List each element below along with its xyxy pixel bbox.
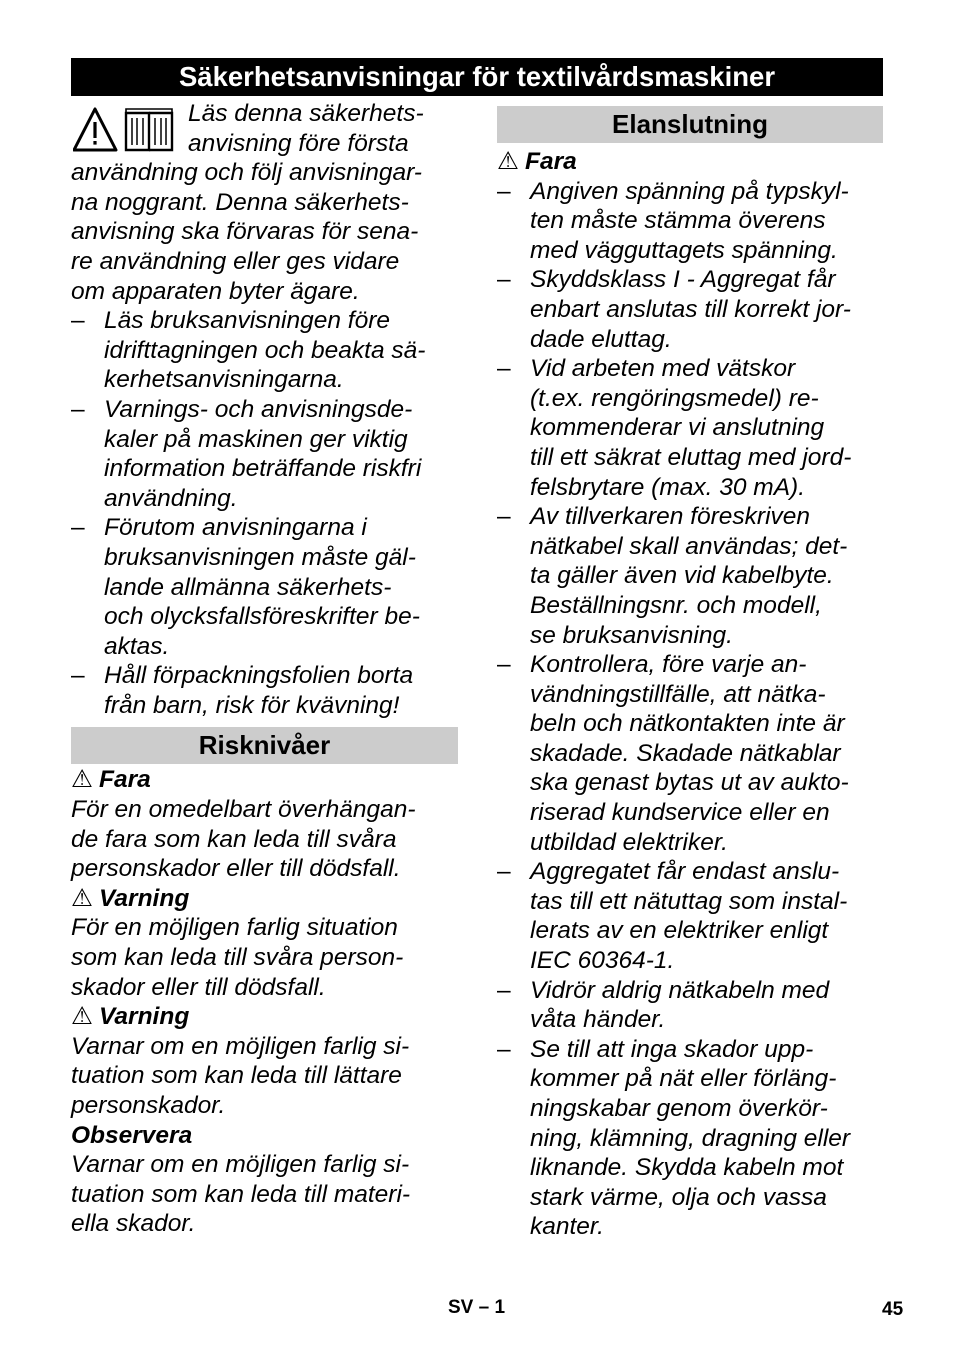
risk-level-line: de fara som kan leda till svåra [71, 825, 397, 853]
risk-level-line: Varnar om en möjligen farlig si- [71, 1032, 410, 1060]
list-item-line: nätkabel skall användas; det- [530, 532, 848, 560]
list-item-line: bruksanvisningen måste gäl- [104, 543, 416, 571]
risk-level-line: personskador eller till dödsfall. [71, 855, 401, 883]
warning-triangle-icon: ⚠ [71, 1003, 93, 1031]
list-item-line: användning. [104, 484, 238, 512]
danger-label [497, 147, 883, 177]
intro-head-line: Läs denna säkerhets- [188, 100, 424, 127]
list-item-line: ta gäller även vid kabelbyte. [530, 562, 834, 590]
risk-level-line: skador eller till dödsfall. [71, 973, 326, 1001]
page-number: 45 [882, 1299, 904, 1320]
risk-level-list [71, 765, 458, 1239]
list-item-line: utbildad elektriker. [530, 828, 728, 856]
list-item [497, 177, 883, 266]
risk-level-line: personskador. [71, 1092, 226, 1119]
list-item-line: kaler på maskinen ger viktig [104, 425, 408, 453]
left-column [71, 99, 458, 1239]
list-item [71, 395, 458, 513]
list-item-line: – Skyddsklass I - Aggregat får [530, 266, 836, 294]
list-item-line: – Av tillverkaren föreskriven [530, 503, 811, 531]
intro-head [71, 99, 458, 158]
list-item [497, 502, 883, 650]
risk-level-label [71, 1002, 458, 1032]
list-item [497, 354, 883, 502]
list-item-line: våta händer. [530, 1006, 666, 1034]
section-heading-risk-levels: Risknivåer [71, 727, 458, 764]
list-item-line: från barn, risk för kvävning! [104, 691, 400, 719]
list-item [71, 306, 458, 395]
electrical-bullet-list [497, 177, 883, 1242]
risk-level-line: som kan leda till svåra person- [71, 944, 404, 972]
warning-triangle-icon: ⚠ [71, 884, 93, 912]
footer-section-code: SV – 1 [448, 1297, 506, 1318]
list-item-line: vändningstillfälle, att nätka- [530, 680, 826, 708]
intro-bullet-list [71, 306, 458, 720]
intro-line: na noggrant. Denna säkerhets- [71, 188, 409, 216]
list-item-line: kanter. [530, 1213, 604, 1241]
risk-level-name: Varning [99, 1003, 190, 1031]
intro-line: användning och följ anvisningar- [71, 159, 422, 187]
risk-level-name: Fara [99, 766, 151, 794]
list-item-line: information beträffande riskfri [104, 455, 422, 483]
list-item [497, 265, 883, 354]
list-item-line: – Läs bruksanvisningen före [104, 307, 391, 335]
intro-line: re användning eller ges vidare [71, 247, 400, 275]
list-item-line: aktas. [104, 632, 170, 660]
risk-level-line: För en möjligen farlig situation [71, 914, 398, 942]
list-item-line: (t.ex. rengöringsmedel) re- [530, 384, 819, 412]
list-item-line: tas till ett nätuttag som instal- [530, 887, 848, 915]
list-item [497, 1035, 883, 1242]
list-item-line: ska genast bytas ut av aukto- [530, 769, 849, 797]
list-item-line: lande allmänna säkerhets- [104, 573, 392, 601]
list-item-line: kerhetsanvisningarna. [104, 366, 344, 394]
list-item-line: felsbrytare (max. 30 mA). [530, 473, 806, 501]
list-item-line: – Kontrollera, före varje an- [530, 651, 807, 679]
risk-level-line: tuation som kan leda till lättare [71, 1062, 402, 1090]
right-column [497, 106, 883, 1242]
list-item-line: riserad kundservice eller en [530, 799, 830, 827]
list-item-line: enbart anslutas till korrekt jor- [530, 295, 851, 323]
risk-level-name: Observera [71, 1121, 193, 1149]
risk-level-line: För en omedelbart överhängan- [71, 796, 416, 824]
risk-level-line: Varnar om en möjligen farlig si- [71, 1151, 410, 1179]
section-heading-electrical: Elanslutning [497, 106, 883, 143]
warning-manual-icons [73, 107, 179, 153]
list-item [497, 976, 883, 1035]
page-title: Säkerhetsanvisningar för textilvårdsmaskiner [71, 58, 883, 96]
list-item-line: liknande. Skydda kabeln mot [530, 1154, 844, 1182]
risk-level-label [71, 1121, 458, 1151]
list-item-line: lerats av en elektriker enligt [530, 917, 829, 945]
warning-triangle-icon: ⚠ [497, 148, 519, 175]
intro-line: om apparaten byter ägare. [71, 277, 360, 305]
list-item-line: stark värme, olja och vassa [530, 1183, 827, 1211]
list-item-line: IEC 60364-1. [530, 947, 675, 975]
list-item-line: se bruksanvisning. [530, 621, 733, 649]
list-item-line: ning, klämning, dragning eller [530, 1124, 851, 1152]
list-item-line: – Aggregatet får endast anslu- [530, 858, 840, 886]
list-item-line: – Vidrör aldrig nätkabeln med [530, 976, 830, 1004]
list-item-line: ten måste stämma överens [530, 207, 826, 235]
list-item-line: och olycksfallsföreskrifter be- [104, 603, 420, 631]
list-item-line: – Varnings- och anvisningsde- [104, 395, 413, 423]
list-item-line: – Håll förpackningsfolien borta [104, 662, 414, 690]
list-item-line: beln och nätkontakten inte är [530, 710, 845, 738]
risk-level-label [71, 884, 458, 914]
list-item-line: till ett säkrat eluttag med jord- [530, 443, 852, 471]
list-item-line: – Vid arbeten med vätskor [530, 355, 796, 383]
manual-book-icon [126, 109, 172, 150]
list-item-line: ningskabar genom överkör- [530, 1095, 828, 1122]
risk-level-name: Varning [99, 884, 190, 912]
risk-level-label [71, 765, 458, 795]
list-item-line: Beställningsnr. och modell, [530, 591, 822, 619]
list-item-line: kommenderar vi anslutning [530, 414, 825, 442]
list-item-line: – Angiven spänning på typskyl- [530, 177, 849, 205]
list-item [71, 513, 458, 661]
danger-label-text: Fara [525, 148, 577, 175]
risk-level-line: ella skador. [71, 1210, 196, 1238]
list-item [497, 857, 883, 975]
list-item-line: dade eluttag. [530, 325, 672, 353]
list-item-line: med vägguttagets spänning. [530, 236, 838, 264]
warning-triangle-icon: ⚠ [71, 766, 93, 794]
list-item-line: idrifttagningen och beakta sä- [104, 336, 426, 364]
list-item [71, 661, 458, 720]
list-item [497, 650, 883, 857]
warning-triangle-icon [74, 109, 116, 150]
list-item-line: kommer på nät eller förläng- [530, 1065, 837, 1093]
intro-line: anvisning ska förvaras för sena- [71, 218, 419, 246]
intro-head-line: anvisning före första [188, 129, 409, 157]
list-item-line: skadade. Skadade nätkablar [530, 739, 841, 767]
risk-level-line: tuation som kan leda till materi- [71, 1180, 411, 1208]
list-item-line: – Förutom anvisningarna i [104, 514, 367, 542]
list-item-line: – Se till att inga skador upp- [530, 1035, 814, 1063]
